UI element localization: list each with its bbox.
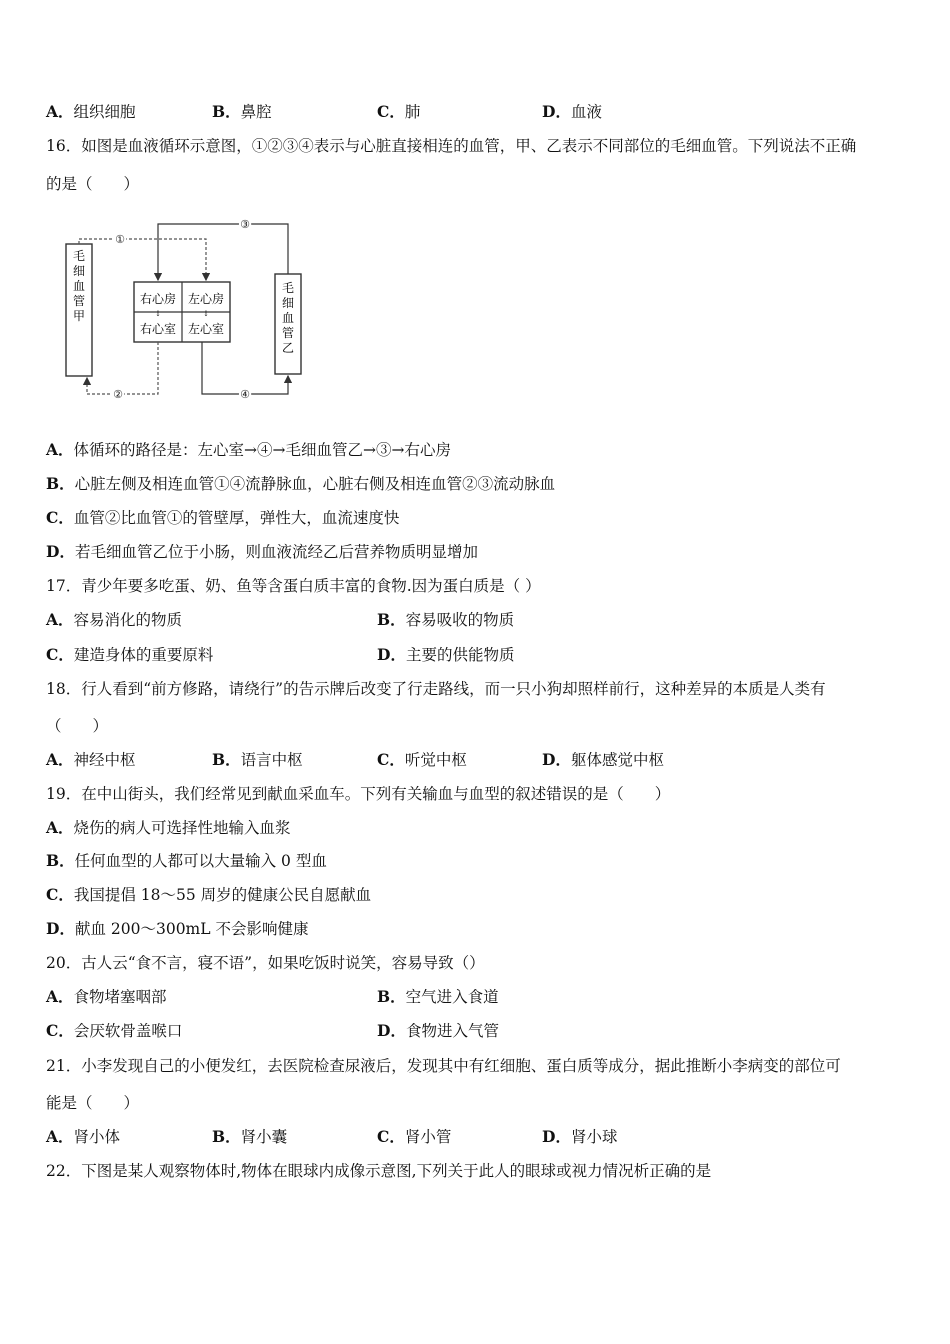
q17-option-a[interactable] <box>46 610 182 630</box>
option-label: B． <box>377 987 406 1006</box>
option-label: D． <box>377 1021 406 1040</box>
option-text: 建造身体的重要原料 <box>73 646 214 664</box>
q21-option-c[interactable] <box>377 1127 451 1147</box>
option-text: 肾小球 <box>570 1128 618 1146</box>
option-text: 血液 <box>570 103 602 121</box>
q15-option-d[interactable] <box>542 102 602 122</box>
option-text: 肾小管 <box>404 1128 452 1146</box>
q16-stem-line2: 的是（ ） <box>46 175 140 193</box>
right-atrium-label: 右心房 <box>139 292 177 306</box>
q15-option-c[interactable] <box>377 102 420 122</box>
option-text: 肾小体 <box>73 1128 121 1146</box>
left-atrium-label: 左心房 <box>187 292 225 306</box>
option-text: 会厌软骨盖喉口 <box>73 1022 183 1040</box>
option-text: 容易吸收的物质 <box>405 611 515 629</box>
option-label: B． <box>212 1127 241 1146</box>
q20-option-a[interactable] <box>46 987 167 1007</box>
option-label: C． <box>46 645 74 664</box>
option-text: 献血 200～300mL 不会影响健康 <box>74 920 309 938</box>
option-text: 主要的供能物质 <box>405 646 515 664</box>
option-text: 空气进入食道 <box>405 988 499 1006</box>
option-label: A． <box>46 440 74 459</box>
option-label: A． <box>46 750 74 769</box>
vessel-4-label: ④ <box>240 388 250 401</box>
q18-stem-line1: 18．行人看到“前方修路，请绕行”的告示牌后改变了行走路线，而一只小狗却照样前行，这种差异的本质是人类有 <box>46 680 826 698</box>
q19-option-a[interactable] <box>46 818 291 838</box>
svg-text:↓: ↓ <box>154 309 162 318</box>
q18-option-d[interactable] <box>542 750 664 770</box>
q16-stem-line1: 16．如图是血液循环示意图，①②③④表示与心脏直接相连的血管，甲、乙表示不同部位的毛细血管。下列说法不正确 <box>46 137 857 155</box>
q20-option-b[interactable] <box>377 987 499 1007</box>
vessel-3-label: ③ <box>240 218 250 231</box>
q15-option-b[interactable] <box>212 102 272 122</box>
circulation-diagram <box>60 212 320 417</box>
q18-option-a[interactable] <box>46 750 136 770</box>
option-text: 若毛细血管乙位于小肠，则血液流经乙后营养物质明显增加 <box>74 543 478 561</box>
option-label: D． <box>542 750 571 769</box>
option-text: 躯体感觉中枢 <box>570 751 664 769</box>
q16-option-d[interactable] <box>46 542 478 562</box>
option-label: B． <box>212 102 241 121</box>
option-label: B． <box>46 851 75 870</box>
option-text: 语言中枢 <box>240 751 303 769</box>
q20-option-d[interactable] <box>377 1021 499 1041</box>
option-text: 我国提倡 18～55 周岁的健康公民自愿献血 <box>73 886 372 904</box>
option-label: C． <box>377 750 405 769</box>
option-label: A． <box>46 102 74 121</box>
vessel-3-path <box>158 224 288 280</box>
q21-option-b[interactable] <box>212 1127 287 1147</box>
q16-option-c[interactable] <box>46 508 399 528</box>
q22-stem: 22．下图是某人观察物体时,物体在眼球内成像示意图,下列关于此人的眼球或视力情况析正确的是 <box>46 1162 712 1180</box>
option-text: 任何血型的人都可以大量输入 0 型血 <box>74 852 327 870</box>
option-label: C． <box>377 1127 405 1146</box>
option-label: D． <box>46 542 75 561</box>
capillary-a-label: 毛细血管甲 <box>72 249 86 323</box>
option-label: A． <box>46 987 74 1006</box>
q21-option-a[interactable] <box>46 1127 120 1147</box>
option-label: B． <box>46 474 75 493</box>
q21-stem-line2: 能是（ ） <box>46 1094 140 1112</box>
option-text: 食物进入气管 <box>405 1022 499 1040</box>
left-ventricle-label: 左心室 <box>187 322 225 336</box>
option-label: D． <box>542 102 571 121</box>
q19-option-b[interactable] <box>46 851 327 871</box>
option-text: 肾小囊 <box>240 1128 288 1146</box>
option-label: D． <box>377 645 406 664</box>
q17-option-d[interactable] <box>377 645 514 665</box>
option-label: C． <box>46 1021 74 1040</box>
option-label: B． <box>377 610 406 629</box>
q19-option-c[interactable] <box>46 885 371 905</box>
vessel-2-label: ② <box>113 388 123 401</box>
option-label: D． <box>46 919 75 938</box>
q18-option-b[interactable] <box>212 750 303 770</box>
right-ventricle-label: 右心室 <box>139 322 177 336</box>
option-label: C． <box>377 102 405 121</box>
q19-option-d[interactable] <box>46 919 308 939</box>
q18-option-c[interactable] <box>377 750 467 770</box>
q17-option-b[interactable] <box>377 610 514 630</box>
option-text: 血管②比血管①的管壁厚，弹性大，血流速度快 <box>73 509 400 527</box>
q18-stem-line2: （ ） <box>46 717 109 735</box>
q15-option-a[interactable] <box>46 102 136 122</box>
q20-stem: 20．古人云“食不言，寝不语”，如果吃饭时说笑，容易导致（） <box>46 954 485 972</box>
option-text: 心脏左侧及相连血管①④流静脉血，心脏右侧及相连血管②③流动脉血 <box>74 475 556 493</box>
q19-stem: 19．在中山街头，我们经常见到献血采血车。下列有关输血与血型的叙述错误的是（ ） <box>46 785 671 803</box>
option-text: 体循环的路径是：左心室→④→毛细血管乙→③→右心房 <box>73 441 451 459</box>
option-text: 烧伤的病人可选择性地输入血浆 <box>73 819 291 837</box>
option-label: B． <box>212 750 241 769</box>
q21-stem-line1: 21．小李发现自己的小便发红，去医院检查尿液后，发现其中有红细胞、蛋白质等成分，据此推断小李病变的部位可 <box>46 1057 841 1075</box>
option-label: C． <box>46 508 74 527</box>
option-text: 组织细胞 <box>73 103 136 121</box>
q20-option-c[interactable] <box>46 1021 182 1041</box>
q21-option-d[interactable] <box>542 1127 617 1147</box>
option-text: 食物堵塞咽部 <box>73 988 167 1006</box>
option-label: A． <box>46 610 74 629</box>
vessel-1-path <box>79 239 206 280</box>
svg-text:↓: ↓ <box>202 309 210 318</box>
vessel-2-path <box>87 342 158 394</box>
capillary-b-label: 毛细血管乙 <box>281 281 295 355</box>
q17-option-c[interactable] <box>46 645 213 665</box>
option-text: 神经中枢 <box>73 751 136 769</box>
option-text: 鼻腔 <box>240 103 272 121</box>
option-label: D． <box>542 1127 571 1146</box>
q16-option-b[interactable] <box>46 474 555 494</box>
option-text: 容易消化的物质 <box>73 611 183 629</box>
option-text: 肺 <box>404 103 421 121</box>
option-label: C． <box>46 885 74 904</box>
option-label: A． <box>46 1127 74 1146</box>
option-text: 听觉中枢 <box>404 751 467 769</box>
vessel-1-label: ① <box>115 233 125 246</box>
option-label: A． <box>46 818 74 837</box>
q16-option-a[interactable] <box>46 440 451 460</box>
q17-stem: 17．青少年要多吃蛋、奶、鱼等含蛋白质丰富的食物.因为蛋白质是（ ） <box>46 577 541 595</box>
